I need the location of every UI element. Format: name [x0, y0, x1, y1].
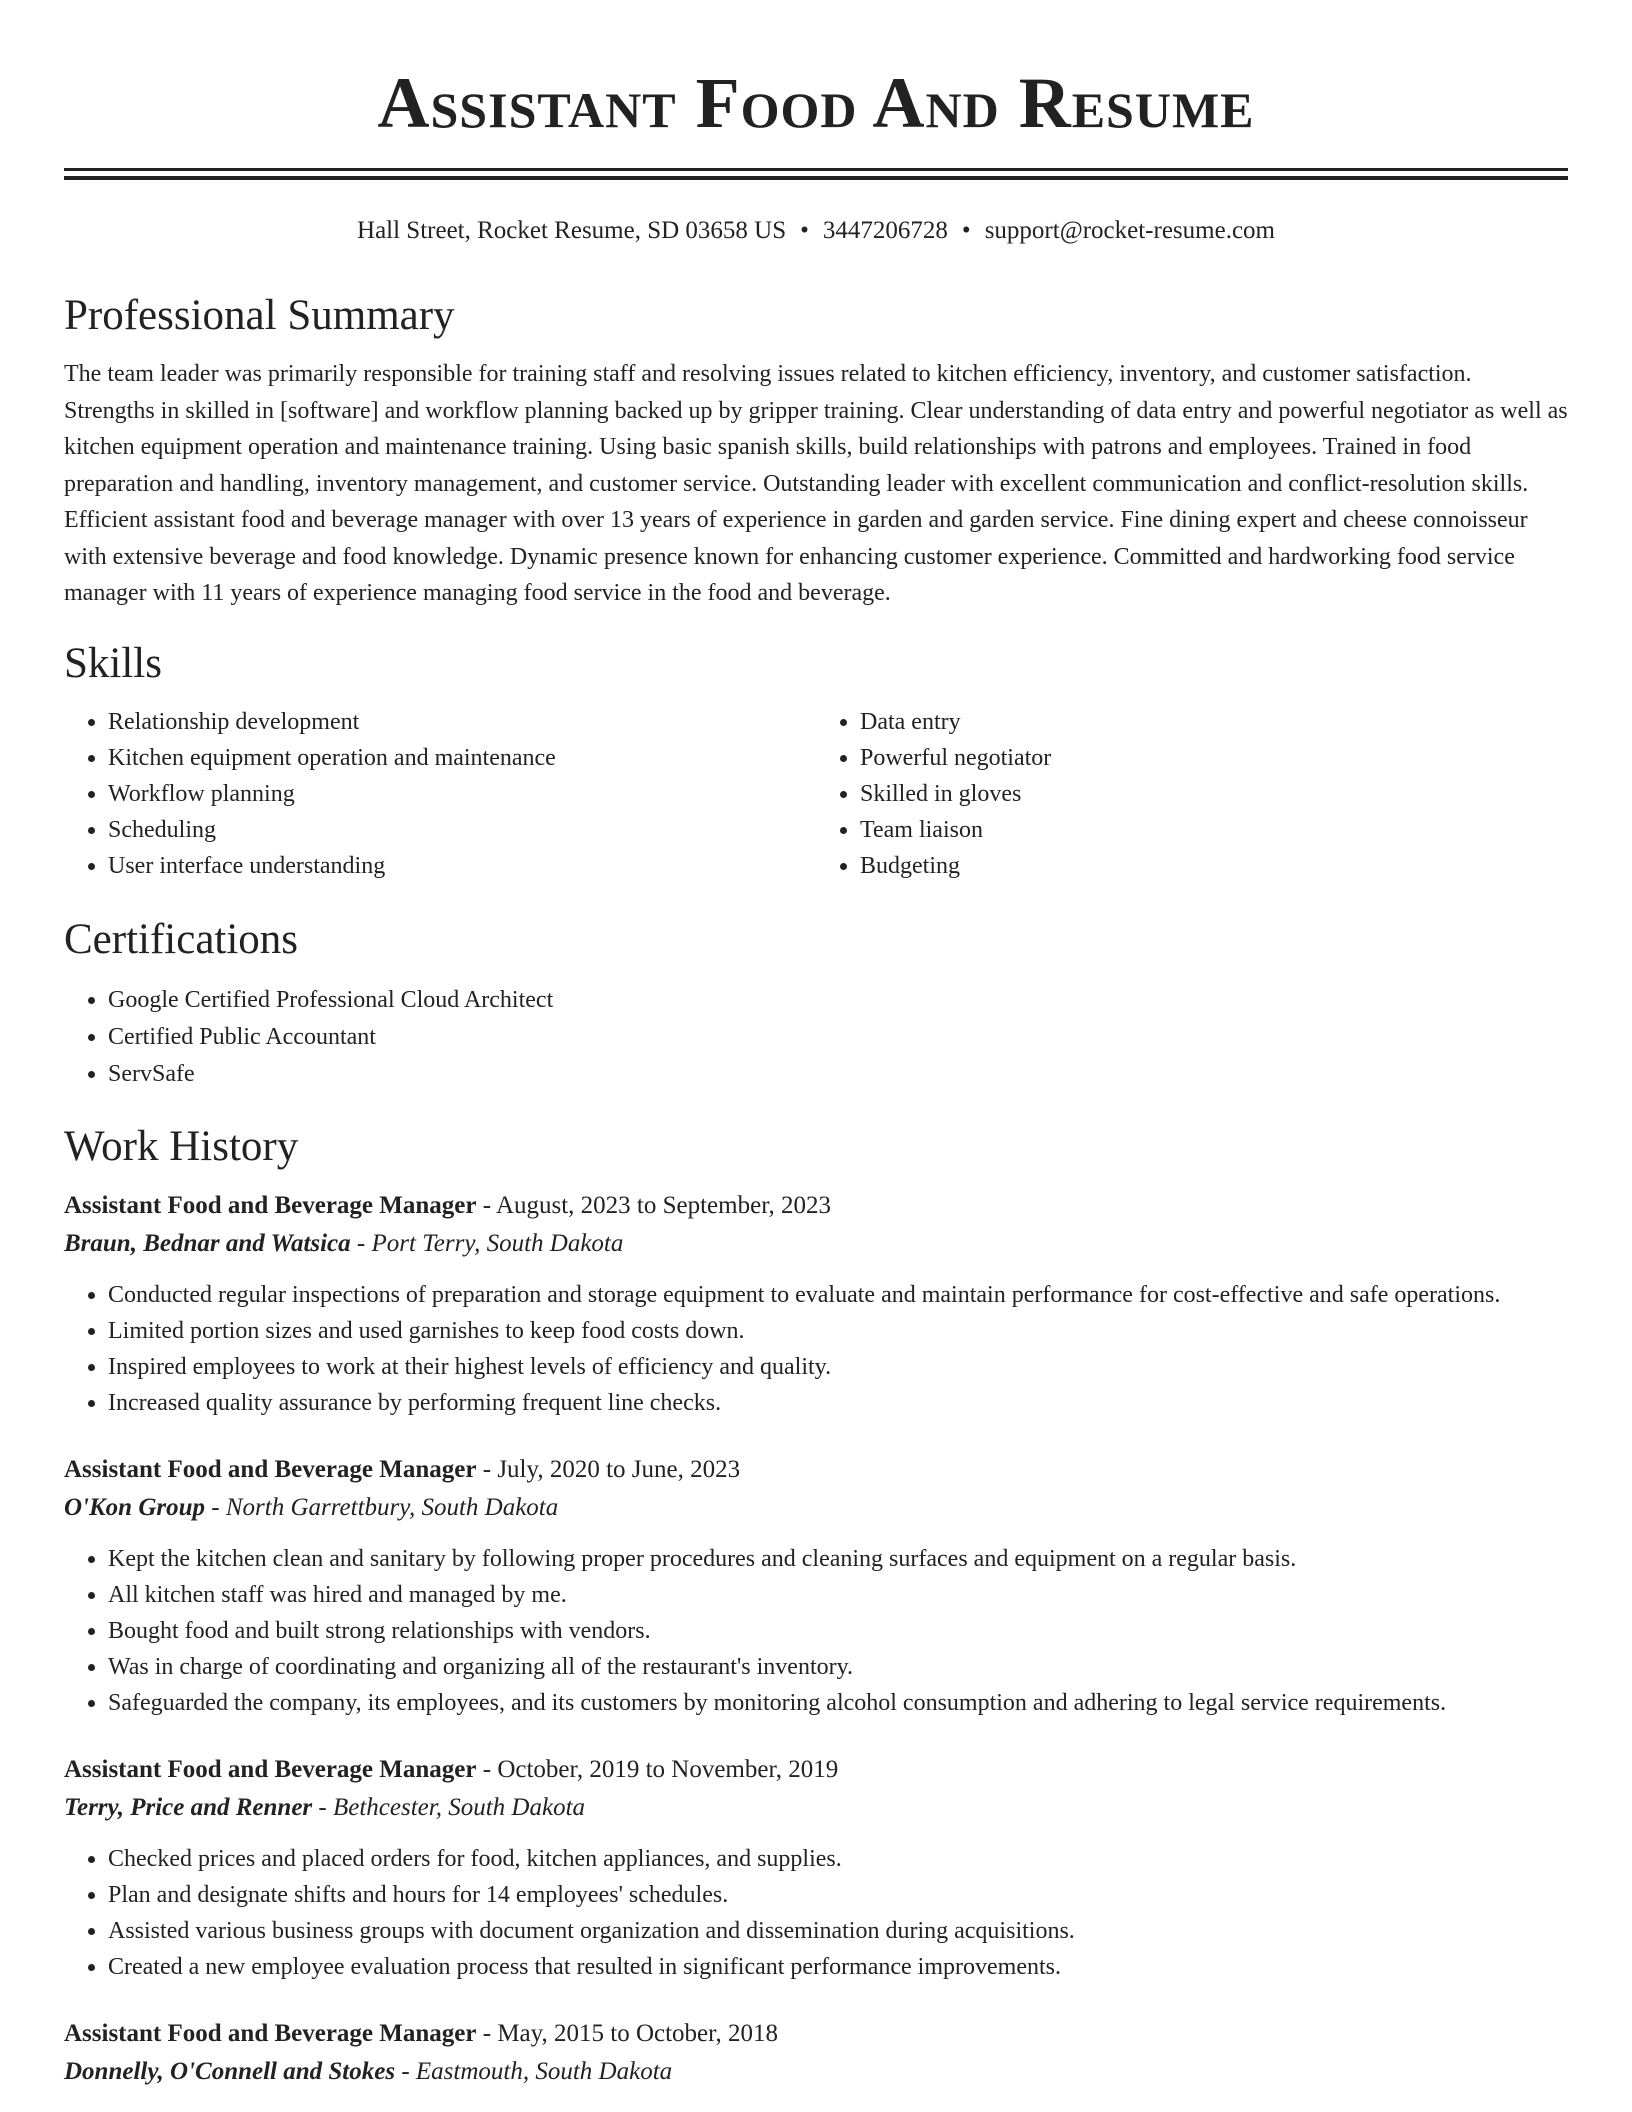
certification-item: • ServSafe [108, 1056, 1568, 1093]
job-bullet: • Kept the kitchen clean and sanitary by following proper procedures and cleaning surfaces and equipment on a regular basis. [108, 1541, 1568, 1577]
job-company-line: Donnelly, O'Connell and Stokes - Eastmouth, South Dakota [64, 2057, 673, 2085]
certification-item: • Certified Public Accountant [108, 1019, 1568, 1056]
skills-list-left [64, 704, 816, 884]
job-dates: August, 2023 to September, 2023 [495, 1191, 832, 1219]
job-title: Assistant Food and Beverage Manager [64, 1455, 477, 1483]
job-title-line: Assistant Food and Beverage Manager - August, 2023 to September, 2023 [64, 1191, 832, 1219]
job-entry [64, 2015, 1568, 2091]
job-bullet: • Assisted various business groups with document organization and dissemination during acquisitions. [108, 1913, 1568, 1949]
header-divider-thick [64, 176, 1568, 180]
job-entry [64, 1187, 1568, 1421]
skill-item: • Skilled in gloves [860, 776, 1568, 812]
job-entry [64, 1451, 1568, 1721]
job-bullet: • Checked prices and placed orders for food, kitchen appliances, and supplies. [108, 1841, 1568, 1877]
resume-title: Assistant Food And Resume [377, 63, 1255, 143]
job-dates: May, 2015 to October, 2018 [497, 2019, 778, 2047]
job-company: O'Kon Group [64, 1493, 206, 1521]
skill-item: • Data entry [860, 704, 1568, 740]
job-bullet: • Plan and designate shifts and hours for 14 employees' schedules. [108, 1877, 1568, 1913]
skill-item: • Relationship development [108, 704, 816, 740]
summary-text: The team leader was primarily responsible for training staff and resolving issues related to kitchen efficiency, inventory, and customer satisfaction. Strengths in skilled in [software] and workflow planning backed up by gripper training. Clear understanding of data entry and powerful negotiator as well as kitchen equipment operation and maintenance training. Using basic spanish skills, build relationships with patrons and employees. Trained in food preparation and handling, inventory management, and customer service. Outstanding leader with excellent communication and conflict-resolution skills. Efficient assistant food and beverage manager with over 13 years of experience in garden and garden service. Fine dining expert and cheese connoisseur with extensive beverage and food knowledge. Dynamic presence known for enhancing customer experience. Committed and hardworking food service manager with 11 years of experience managing food service in the food and beverage. [64, 361, 1568, 606]
contact-separator: • [800, 217, 809, 244]
job-company: Terry, Price and Renner [64, 1793, 313, 1821]
certifications-list [64, 982, 1568, 1093]
contact-line [64, 216, 1568, 246]
job-location: North Garrettbury, South Dakota [225, 1493, 559, 1521]
skill-item: • Kitchen equipment operation and maintenance [108, 740, 816, 776]
certification-item: • Google Certified Professional Cloud Architect [108, 982, 1568, 1019]
section-heading-work-history: Work History [64, 1122, 299, 1170]
job-company-line: O'Kon Group - North Garrettbury, South Dakota [64, 1493, 559, 1521]
skill-item: • Powerful negotiator [860, 740, 1568, 776]
job-title-line: Assistant Food and Beverage Manager - July, 2020 to June, 2023 [64, 1455, 741, 1483]
job-bullet: • All kitchen staff was hired and managed by me. [108, 1577, 1568, 1613]
skill-item: • Workflow planning [108, 776, 816, 812]
header-divider-thin [64, 168, 1568, 171]
contact-email: support@rocket-resume.com [984, 217, 1275, 244]
job-title: Assistant Food and Beverage Manager [64, 2019, 477, 2047]
job-bullet: • Created a new employee evaluation process that resulted in significant performance improvements. [108, 1949, 1568, 1985]
skill-item: • Team liaison [860, 812, 1568, 848]
job-title-line: Assistant Food and Beverage Manager - October, 2019 to November, 2019 [64, 1755, 839, 1783]
job-bullets [64, 1277, 1568, 1421]
job-dates: July, 2020 to June, 2023 [497, 1455, 741, 1483]
skill-item: • User interface understanding [108, 848, 816, 884]
job-bullets [64, 1841, 1568, 1985]
job-bullet: • Conducted regular inspections of preparation and storage equipment to evaluate and maintain performance for cost-effective and safe operations. [108, 1277, 1568, 1313]
job-title-line: Assistant Food and Beverage Manager - May, 2015 to October, 2018 [64, 2019, 778, 2047]
job-bullet: • Safeguarded the company, its employees, and its customers by monitoring alcohol consumption and adhering to legal service requirements. [108, 1685, 1568, 1721]
job-title: Assistant Food and Beverage Manager [64, 1755, 477, 1783]
job-bullet: • Bought food and built strong relationships with vendors. [108, 1613, 1568, 1649]
job-bullet: • Was in charge of coordinating and organizing all of the restaurant's inventory. [108, 1649, 1568, 1685]
contact-separator: • [961, 217, 971, 244]
resume-content [64, 0, 1568, 2091]
job-location: Bethcester, South Dakota [332, 1793, 586, 1821]
job-company-line: Braun, Bednar and Watsica - Port Terry, South Dakota [64, 1229, 624, 1257]
section-heading-skills: Skills [64, 639, 162, 687]
job-title: Assistant Food and Beverage Manager [64, 1191, 477, 1219]
job-bullet: • Increased quality assurance by performing frequent line checks. [108, 1385, 1568, 1421]
skill-item: • Budgeting [860, 848, 1568, 884]
job-entry [64, 1751, 1568, 1985]
section-heading-summary: Professional Summary [64, 292, 455, 339]
job-bullets [64, 1541, 1568, 1721]
job-company: Donnelly, O'Connell and Stokes [64, 2057, 396, 2085]
contact-address: Hall Street, Rocket Resume, SD 03658 US [357, 217, 787, 244]
job-company: Braun, Bednar and Watsica [64, 1229, 351, 1257]
skill-item: • Scheduling [108, 812, 816, 848]
job-location: Eastmouth, South Dakota [415, 2057, 673, 2085]
skills-list-right [816, 704, 1568, 884]
job-bullet: • Inspired employees to work at their highest levels of efficiency and quality. [108, 1349, 1568, 1385]
job-bullet: • Limited portion sizes and used garnishes to keep food costs down. [108, 1313, 1568, 1349]
job-location: Port Terry, South Dakota [371, 1229, 624, 1257]
contact-phone: 3447206728 [822, 217, 948, 244]
skills-columns [64, 704, 1568, 884]
job-company-line: Terry, Price and Renner - Bethcester, South Dakota [64, 1793, 586, 1821]
section-heading-certifications: Certifications [64, 915, 299, 963]
job-dates: October, 2019 to November, 2019 [497, 1755, 839, 1783]
